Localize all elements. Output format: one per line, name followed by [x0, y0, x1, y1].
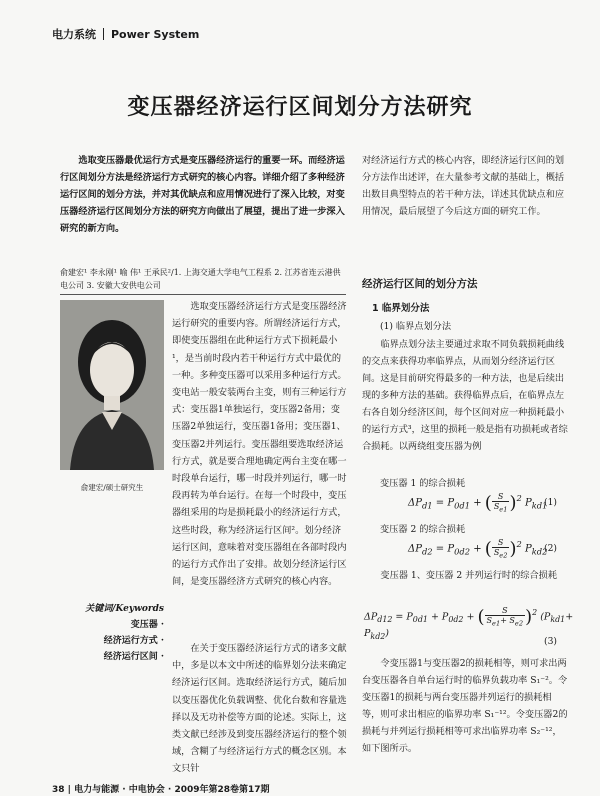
critical-power-paragraph: 令变压器1与变压器2的损耗相等，则可求出两台变压器各自单台运行时的临界负载功率 S₁⁻²。令变压器1的损耗与两台变压器并列运行的损耗相等，则可求出相应的临界功率 S₁⁻¹²。令变压器2的损耗与并列运行损耗相等可求出临界功率 S₂⁻¹²，如下图所示。	[362, 658, 568, 754]
equation-label-3: 变压器 1、变压器 2 并列运行时的综合损耗	[380, 570, 558, 581]
keywords-title: 关键词/Keywords	[85, 604, 164, 614]
equation-2: $\Delta P_{d2} = P_{0d2}$ + ( $\frac{S}{S_{e2}}$ )$^2$ $P_{kd2}$	[408, 538, 548, 560]
page-footer: 38 | 电力与能源 · 中电协会 · 2009年第28卷第17期	[52, 785, 270, 795]
intro-right-paragraph: 对经济运行方式的核心内容，即经济运行区间的划分方法作出述评，在大量参考文献的基础上，概括出数目典型特点的若干种方法，详述其优缺点和应用情况，最后展望了今后这方面的研究工作。	[362, 155, 565, 217]
photo-caption: 俞建宏/硕士研究生	[80, 483, 144, 492]
header-section-en: Power System	[111, 28, 200, 41]
body-left-paragraph-1: 选取变压器经济运行方式是变压器经济运行研究的重要内容。所谓经济运行方式，即使变压器组在此种运行方式下损耗最小¹，是当前时段内若干种运行方式中最优的一种。多种变压器可以采用多种运行方式。变电站一般安装两台主变，则有三种运行方式：变压器1单独运行，变压器2备用；变压器2单独运行，变压器1备用；变压器1、变压器2并列运行。变压器组要选取经济运行方式，就是要合理地确定两台主变在哪一时段单台运行，哪一时段并列运行，哪一时段再转为单台运行。在每一个时段中，变压器组采用的均是损耗最小的经济运行方式，这些时段，称为经济运行区间²。划分经济运行区间，意味着对变压器组在各部时段内的运行方式作出了安排。故划分经济运行区间，是变压器经济方式研究的核心内容。	[172, 301, 347, 588]
equation-number-1: (1)	[544, 497, 558, 508]
critical-point-paragraph: 临界点划分法主要通过求取不同负载损耗曲线的交点来获得功率临界点，从而划分经济运行区间。这是目前研究得最多的一种方法，也是后续出现的多种方法的基础。获得临界点后，在临界点左右各自划分经济区间，每个区间对应一种损耗最小的运行方式³，这里的损耗一般是指有功损耗或者综合损耗。以两绕组变压器为例	[362, 339, 568, 452]
keyword-item: 经济运行区间 ·	[103, 652, 164, 662]
journal-header	[52, 26, 199, 42]
equation-number-2: (2)	[544, 543, 558, 554]
keywords	[60, 601, 164, 665]
equation-1: $\Delta P_{d1} = P_{0d1}$ + ( $\frac{S}{S_{e1}}$ )$^2$ $P_{kd1}$	[408, 492, 548, 514]
author-portrait-image	[60, 300, 164, 470]
body-left-paragraph-2: 在关于变压器经济运行方式的诸多文献中，多是以本文中所述的临界划分法来确定经济运行区间。选取经济运行方式，随后加以变压器优化负载调整、优化台数和容量选择以及无功补偿等方面的论述。实际上，这类文献已经涉及到变压器经济运行的整个领域，含糊了与经济运行方式的概念区别。本文只针	[172, 643, 347, 775]
equation-label-2: 变压器 2 的综合损耗	[380, 524, 466, 535]
equation-3: $\Delta P_{d12} = P_{0d1} + P_{0d2}$ + ( $\frac{S}{S_{e1}+ S_{e2}}$ )$^2$ $(P_{kd1}+ P_{kd2})$	[364, 606, 574, 641]
subsection-heading: 1 临界划分法	[372, 303, 430, 314]
author-photo	[60, 300, 164, 470]
equation-label-1: 变压器 1 的综合损耗	[380, 478, 466, 489]
subsubsection-heading: (1) 临界点划分法	[380, 321, 452, 332]
authors: 俞建宏¹ 李永刚¹ 喻 伟¹ 王承民²/1. 上海交通大学电气工程系 2. 江苏省连云港供电公司 3. 安徽大安供电公司	[60, 266, 346, 295]
section-heading: 经济运行区间的划分方法	[362, 278, 478, 290]
keyword-item: 变压器 ·	[130, 620, 164, 630]
header-divider	[103, 28, 104, 40]
keyword-item: 经济运行方式 ·	[103, 636, 164, 646]
equation-number-3: (3)	[544, 636, 558, 647]
article-title: 变压器经济运行区间划分方法研究	[127, 94, 473, 120]
header-section: 电力系统	[52, 28, 96, 41]
abstract: 选取变压器最优运行方式是变压器经济运行的重要一环。而经济运行区间划分方法是经济运行方式研究的核心内容。详细介绍了多种经济运行区间的划分方法，并对其优缺点和应用情况进行了深入比较，对变压器经济运行区间划分方法的研究方向做出了展望，提出了进一步深入研究的新方向。	[60, 155, 345, 234]
